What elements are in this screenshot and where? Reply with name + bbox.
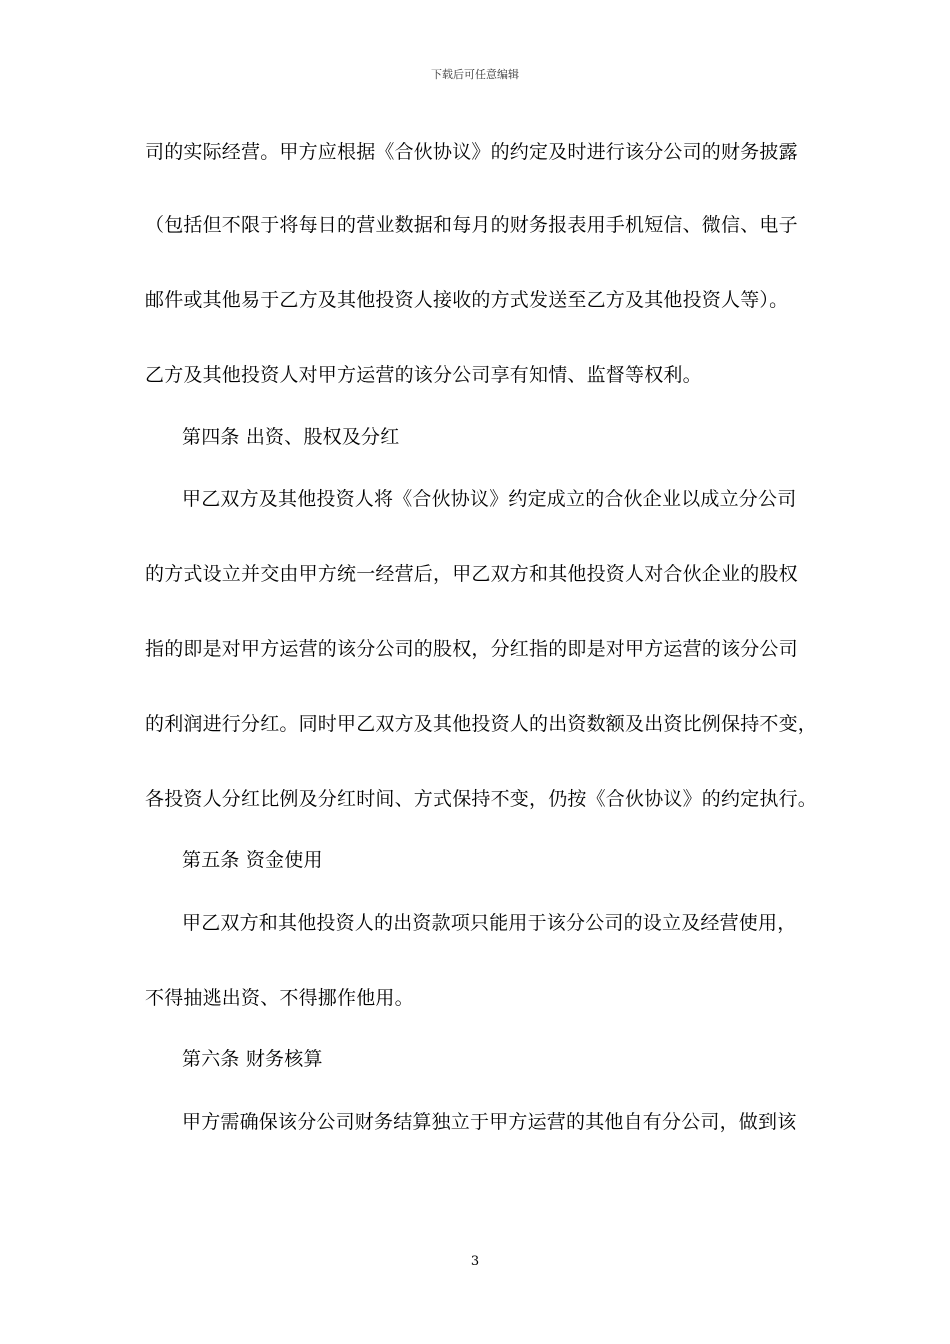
body-line: 甲乙双方和其他投资人的出资款项只能用于该分公司的设立及经营使用， xyxy=(182,912,797,934)
body-line: 邮件或其他易于乙方及其他投资人接收的方式发送至乙方及其他投资人等）。 xyxy=(145,289,789,311)
body-line: 甲乙双方及其他投资人将《合伙协议》约定成立的合伙企业以成立分公司 xyxy=(182,488,797,510)
body-line: 司的实际经营。甲方应根据《合伙协议》的约定及时进行该分公司的财务披露 xyxy=(145,141,798,163)
page-header: 下载后可任意编辑 xyxy=(431,68,519,81)
section-heading-article-5: 第五条 资金使用 xyxy=(182,849,323,871)
body-line: 的利润进行分红。同时甲乙双方及其他投资人的出资数额及出资比例保持不变， xyxy=(145,713,818,735)
body-line: 甲方需确保该分公司财务结算独立于甲方运营的其他自有分公司，做到该 xyxy=(182,1111,797,1133)
section-heading-article-4: 第四条 出资、股权及分红 xyxy=(182,426,400,448)
body-line: 乙方及其他投资人对甲方运营的该分公司享有知情、监督等权利。 xyxy=(145,364,702,386)
body-line: （包括但不限于将每日的营业数据和每月的财务报表用手机短信、微信、电子 xyxy=(145,214,798,236)
body-line: 各投资人分红比例及分红时间、方式保持不变，仍按《合伙协议》的约定执行。 xyxy=(145,788,818,810)
page-number: 3 xyxy=(470,1254,480,1269)
body-line: 不得抽逃出资、不得挪作他用。 xyxy=(145,987,414,1009)
section-heading-article-6: 第六条 财务核算 xyxy=(182,1048,323,1070)
body-line: 指的即是对甲方运营的该分公司的股权，分红指的即是对甲方运营的该分公司 xyxy=(145,638,798,660)
body-line: 的方式设立并交由甲方统一经营后，甲乙双方和其他投资人对合伙企业的股权 xyxy=(145,563,798,585)
